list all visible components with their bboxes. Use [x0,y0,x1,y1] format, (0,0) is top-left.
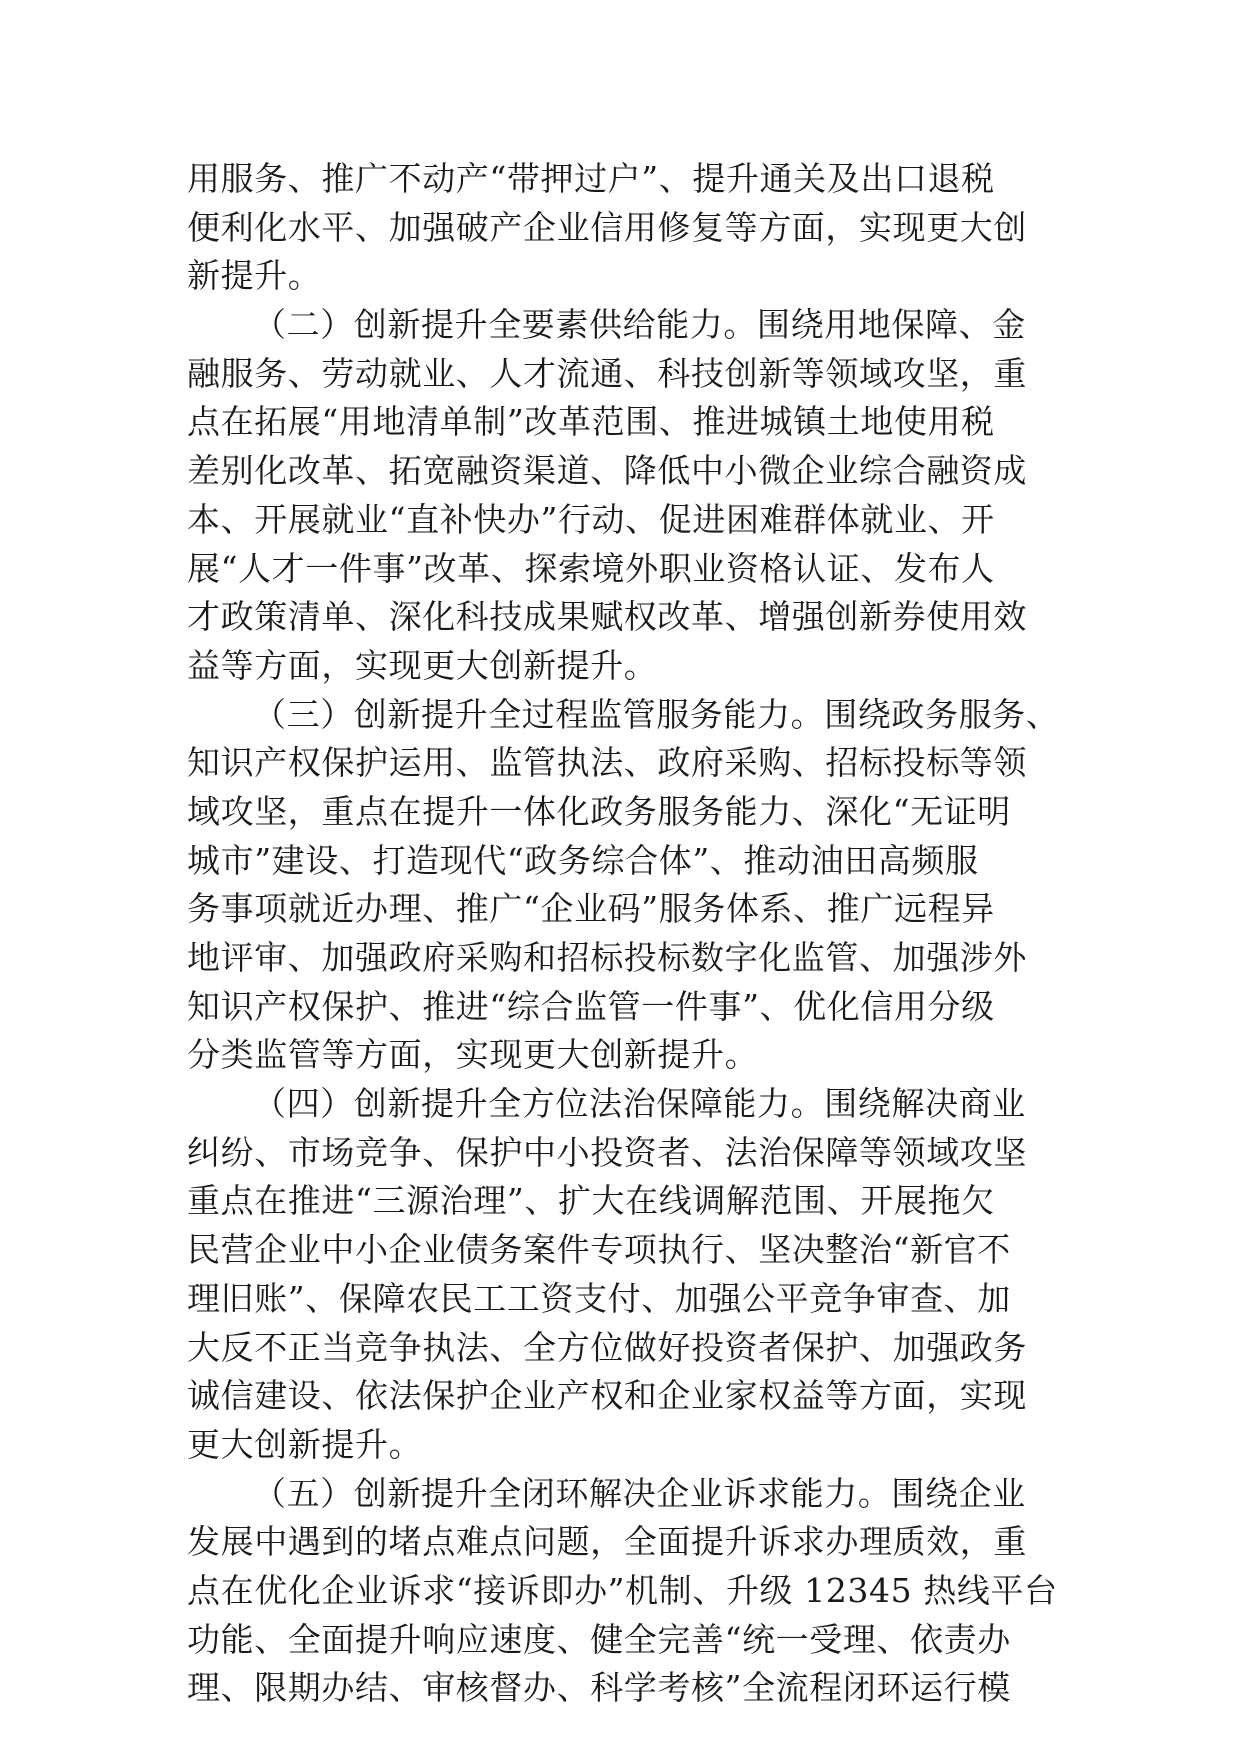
text-line: 务事项就近办理、推广“企业码”服务体系、推广远程异 [187,889,995,929]
text-line: 理、限期办结、审核督办、科学考核”全流程闭环运行模 [187,1668,1011,1708]
text-line: 知识产权保护、推进“综合监管一件事”、优化信用分级 [187,986,995,1026]
text-line: 大反不正当竞争执法、全方位做好投资者保护、加强政务 [187,1327,1027,1367]
paragraph-first-line: （四）创新提升全方位法治保障能力。围绕解决商业 [253,1084,1026,1124]
text-line: 分类监管等方面，实现更大创新提升。 [187,1035,759,1075]
text-line: 地评审、加强政府采购和招标投标数字化监管、加强涉外 [187,938,1027,977]
text-line: 展“人才一件事”改革、探索境外职业资格认证、发布人 [187,548,995,588]
text-line: 民营企业中小企业债务案件专项执行、坚决整治“新官不 [187,1230,1011,1270]
text-line: 重点在推进“三源治理”、扩大在线调解范围、开展拖欠 [187,1181,995,1221]
text-line: 融服务、劳动就业、人才流通、科技创新等领域攻坚，重 [187,353,1027,393]
text-line: 城市”建设、打造现代“政务综合体”、推动油田高频服 [187,840,979,880]
text-line: 知识产权保护运用、监管执法、政府采购、招标投标等领 [187,743,1027,783]
paragraph-first-line: （五）创新提升全闭环解决企业诉求能力。围绕企业 [253,1473,1026,1513]
text-line: 功能、全面提升响应速度、健全完善“统一受理、依责办 [187,1619,1011,1659]
text-line: 诚信建设、依法保护企业产权和企业家权益等方面，实现 [187,1376,1027,1416]
text-line: 域攻坚，重点在提升一体化政务服务能力、深化“无证明 [187,791,1011,831]
document-body [187,155,1060,1713]
text-line: 纠纷、市场竞争、保护中小投资者、法治保障等领域攻坚 [187,1132,1027,1172]
text-line: 点在拓展“用地清单制”改革范围、推进城镇土地使用税 [187,402,995,442]
text-line: 才政策清单、深化科技成果赋权改革、增强创新券使用效 [187,597,1027,637]
text-line: 差别化改革、拓宽融资渠道、降低中小微企业综合融资成 [187,451,1027,491]
text-line: 发展中遇到的堵点难点问题，全面提升诉求办理质效，重 [187,1522,1027,1562]
text-line: 新提升。 [187,256,322,296]
paragraph-first-line: （二）创新提升全要素供给能力。围绕用地保障、金 [253,305,1026,345]
text-line: 本、开展就业“直补快办”行动、促进困难群体就业、开 [187,499,995,539]
text-line: 用服务、推广不动产“带押过户”、提升通关及出口退税 [187,159,995,198]
text-line: 理旧账”、保障农民工工资支付、加强公平竞争审查、加 [187,1278,1011,1318]
paragraph-first-line: （三）创新提升全过程监管服务能力。围绕政务服务、 [253,694,1060,734]
text-line: 便利化水平、加强破产企业信用修复等方面，实现更大创 [187,207,1027,247]
text-line: 益等方面，实现更大创新提升。 [187,645,658,685]
text-line: 更大创新提升。 [187,1424,423,1464]
text-line: 点在优化企业诉求“接诉即办”机制、升级 12345 热线平台 [187,1570,1058,1610]
